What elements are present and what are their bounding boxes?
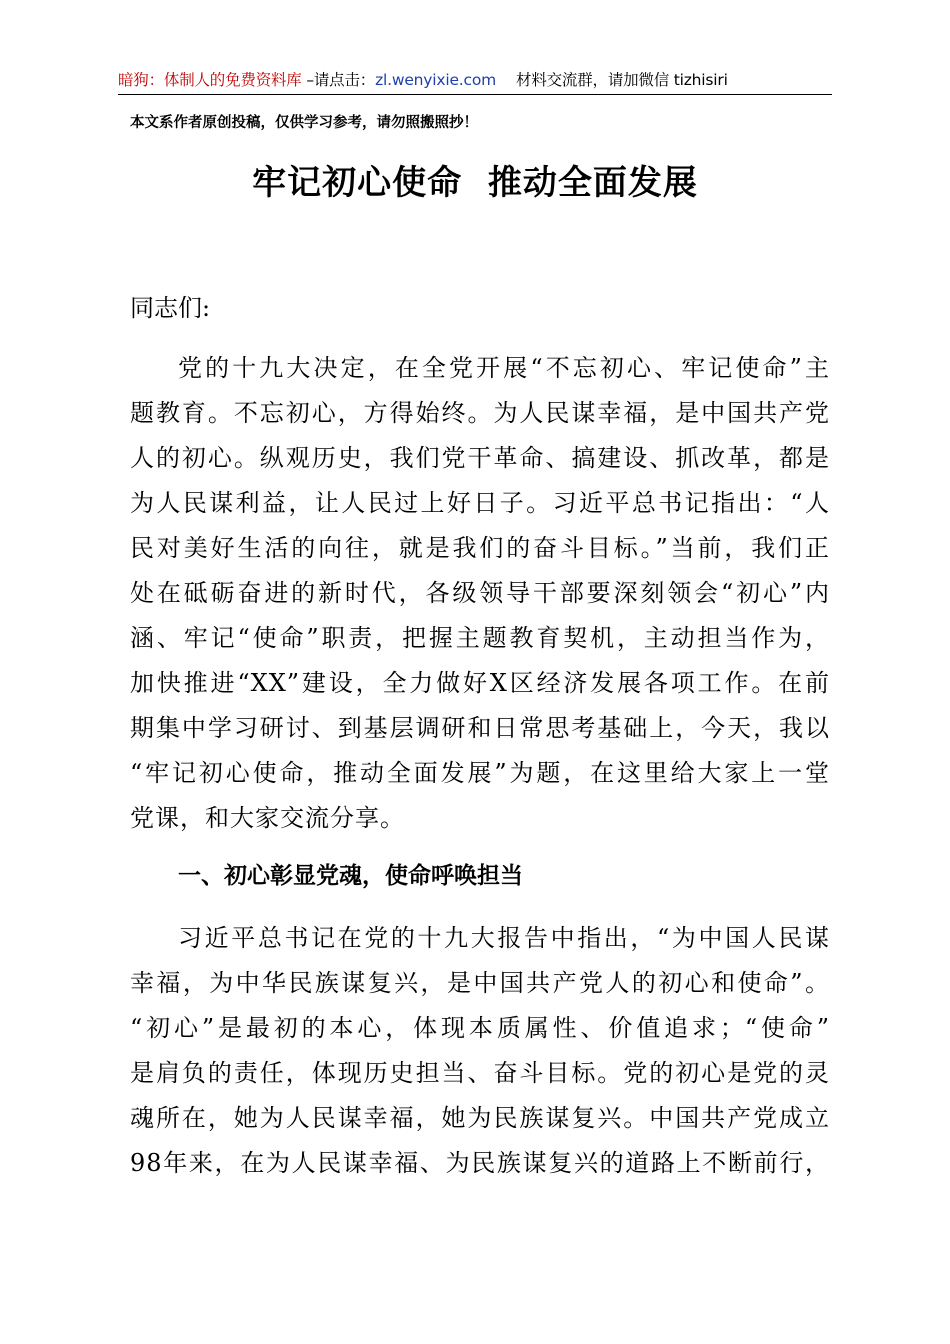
- paragraph-line: 涵、牢记“使命”职责，把握主题教育契机，主动担当作为，: [130, 624, 830, 652]
- greeting: 同志们:: [130, 294, 211, 322]
- paragraph-line: 党的十九大决定，在全党开展“不忘初心、牢记使命”主: [178, 354, 830, 382]
- paragraph-line: 人的初心。纵观历史，我们党干革命、搞建设、抓改革，都是: [130, 444, 830, 472]
- paragraph-line: 98年来，在为人民谋幸福、为民族谋复兴的道路上不断前行，: [130, 1149, 830, 1177]
- header-click-prefix: –请点击：: [301, 71, 376, 89]
- paragraph-line: 题教育。不忘初心，方得始终。为人民谋幸福，是中国共产党: [130, 399, 830, 427]
- paragraph-line: 处在砥砺奋进的新时代，各级领导干部要深刻领会“初心”内: [130, 579, 830, 607]
- header-link[interactable]: zl.wenyixie.com: [375, 71, 497, 89]
- paragraph-line: 是肩负的责任，体现历史担当、奋斗目标。党的初心是党的灵: [130, 1059, 830, 1087]
- header-brand: 暗狗：体制人的免费资料库: [118, 71, 302, 89]
- paragraph-line: 习近平总书记在党的十九大报告中指出，“为中国人民谋: [178, 924, 830, 952]
- copyright-notice: 本文系作者原创投稿，仅供学习参考，请勿照搬照抄！: [130, 114, 478, 131]
- paragraph-line: 民对美好生活的向往，就是我们的奋斗目标。”当前，我们正: [130, 534, 830, 562]
- paragraph-line: 为人民谋利益，让人民过上好日子。习近平总书记指出：“人: [130, 489, 830, 517]
- paragraph-line: 党课，和大家交流分享。: [130, 804, 405, 832]
- paragraph-line: “牢记初心使命，推动全面发展”为题，在这里给大家上一堂: [130, 759, 830, 787]
- paragraph-line: 幸福，为中华民族谋复兴，是中国共产党人的初心和使命”。: [130, 969, 830, 997]
- page-header: [118, 70, 832, 95]
- paragraph-line: “初心”是最初的本心，体现本质属性、价值追求；“使命”: [130, 1014, 830, 1042]
- header-contact: 材料交流群，请加微信 tizhisiri: [516, 71, 728, 89]
- document-title: 牢记初心使命 推动全面发展: [252, 163, 698, 203]
- paragraph-line: 加快推进“XX”建设，全力做好X区经济发展各项工作。在前: [130, 669, 830, 697]
- paragraph-line: 期集中学习研讨、到基层调研和日常思考基础上，今天，我以: [130, 714, 830, 742]
- paragraph-line: 魂所在，她为人民谋幸福，她为民族谋复兴。中国共产党成立: [130, 1104, 830, 1132]
- section-heading: 一、初心彰显党魂，使命呼唤担当: [178, 863, 523, 889]
